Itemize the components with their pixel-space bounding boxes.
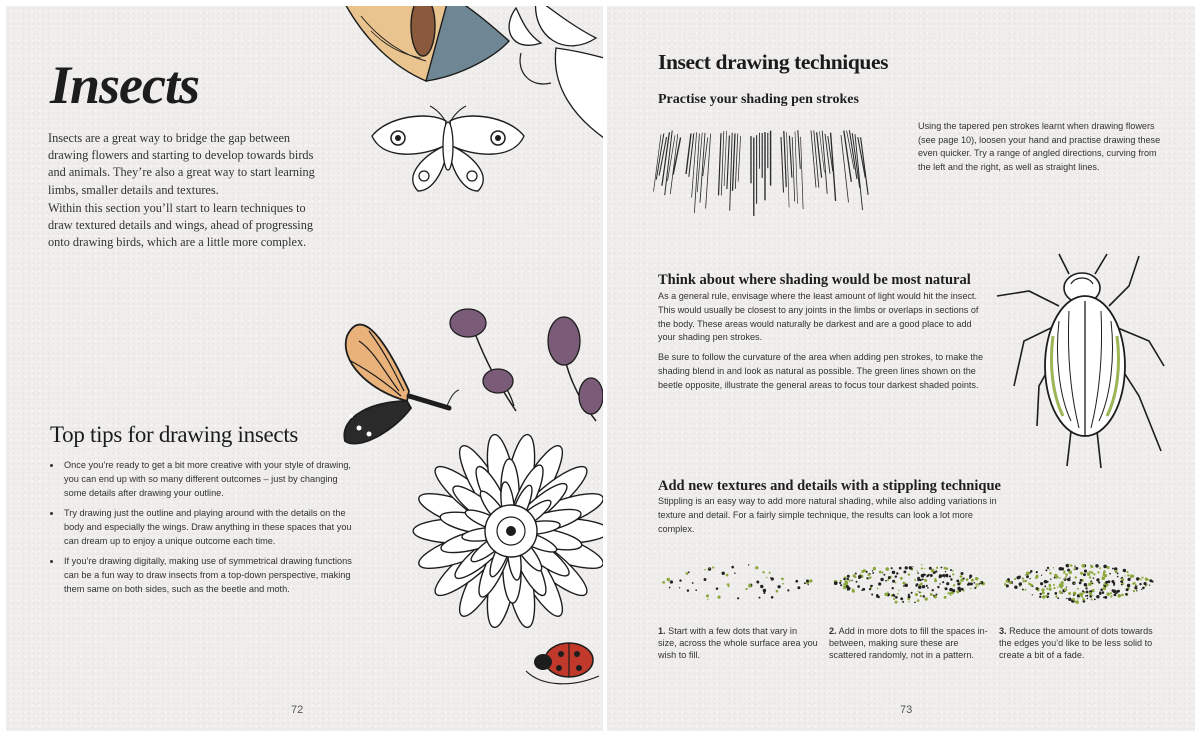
shading-natural-paragraph-1: As a general rule, envisage where the least amount of light would hit the insect. This would usually be closest to any joints in the limbs or overlaps in sections of the body. These areas would naturally be darkest and are a good place to add your shading pen strokes.: [658, 291, 979, 343]
stipple-step-2: 2. Add in more dots to fill the spaces in-between, making sure these are scattered randomly, not in a pattern.: [829, 626, 988, 661]
stipple-sample-3: [999, 558, 1159, 608]
stippling-paragraph: Stippling is an easy way to add more natural shading, while also adding variations in texture and detail. For a fairly simple technique, the results can look a lot more complex.: [658, 496, 997, 534]
intro-paragraph-1: Insects are a great way to bridge the gap between drawing flowers and starting to develop towards birds and animals. They’re also a great way to start learning limbs, smaller details and textures.: [48, 131, 315, 197]
tips-list: [46, 458, 362, 602]
tips-heading: Top tips for drawing insects: [50, 422, 299, 447]
page-number: 73: [900, 704, 913, 716]
pen-strokes: [657, 124, 877, 214]
stipple-step-3: 3. Reduce the amount of dots towards the edges you’d like to be less solid to create a bit of a fade.: [999, 626, 1153, 661]
shading-paragraph: Using the tapered pen strokes learnt when drawing flowers (see page 10), loosen your hand and practise drawing these even quicker. Try a range of angled directions, curving from the left and the right, as well as straight lines.: [918, 121, 1161, 172]
left-page: [6, 6, 603, 731]
stippling-heading: Add new textures and details with a stippling technique: [658, 478, 1001, 494]
page-title: Insects: [50, 55, 200, 115]
stipple-sample-1: [657, 558, 817, 608]
page-number: 72: [291, 704, 304, 716]
techniques-heading: Insect drawing techniques: [658, 50, 889, 74]
right-page: [607, 6, 1195, 731]
tip-item: • Try drawing just the outline and playing around with the details on the body and especially the wings. Draw anything in these spaces that you can dream up to enjoy a unique outcome each time.: [62, 506, 362, 548]
moth-icon: [331, 6, 511, 96]
dahlia-icon: [391, 401, 603, 661]
tip-item: • Once you’re ready to get a bit more creative with your style of drawing, you can end up with so many different outcomes – just by changing some details after drawing your outline.: [62, 458, 362, 500]
shading-natural-paragraph-2: Be sure to follow the curvature of the area when adding pen strokes, to make the shading blend in and look as natural as possible. The green lines shown on the beetle opposite, illustrate the general areas to focus tour darkest shaded points.: [658, 352, 984, 390]
stipple-step-1: 1. Start with a few dots that vary in size, across the whole surface area you wish to fill.: [658, 626, 818, 661]
shading-natural-heading: Think about where shading would be most natural: [658, 272, 971, 288]
intro-paragraph-2: Within this section you’ll start to learn techniques to draw textured details and wings, ahead of progressing onto drawing birds, which are a little more complex.: [48, 201, 313, 250]
stipple-sample-2: [829, 558, 989, 608]
small-moth-icon: [368, 106, 528, 196]
tip-item: • If you’re drawing digitally, making use of symmetrical drawing functions can be a fun way to draw insects from a top-down perspective, making them same on both sides, such as the beetle and moth.: [62, 554, 362, 596]
shading-subheading: Practise your shading pen strokes: [658, 92, 859, 107]
ladybird-icon: [521, 626, 601, 686]
beetle-icon: [989, 246, 1179, 486]
